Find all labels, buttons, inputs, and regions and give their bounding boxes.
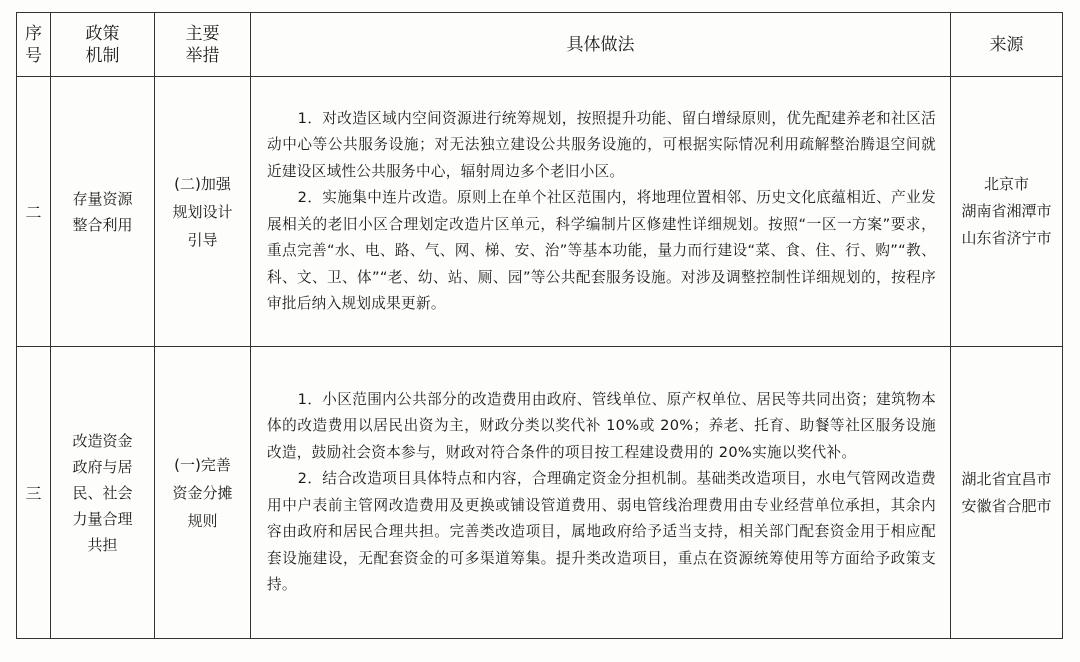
table-row bbox=[17, 77, 1063, 347]
row-seq: 三 bbox=[17, 347, 51, 639]
policy-table bbox=[16, 12, 1063, 639]
table-row bbox=[17, 347, 1063, 639]
row-detail bbox=[251, 347, 951, 639]
row-source: 湖北省宜昌市 安徽省合肥市 bbox=[951, 347, 1063, 639]
header-mechanism: 政策 机制 bbox=[51, 13, 155, 77]
header-detail: 具体做法 bbox=[251, 13, 951, 77]
row-seq: 二 bbox=[17, 77, 51, 347]
row-measure: (一)完善 资金分摊 规则 bbox=[155, 347, 251, 639]
detail-paragraph: 1．对改造区域内空间资源进行统筹规划，按照提升功能、留白增绿原则，优先配建养老和社区活动中心等公共服务设施；对无法独立建设公共服务设施的，可根据实际情况利用疏解整治腾退空间就近建设区域性公共服务中心，辐射周边多个老旧小区。 bbox=[267, 109, 936, 180]
detail-paragraph: 2．实施集中连片改造。原则上在单个社区范围内，将地理位置相邻、历史文化底蕴相近、产业发展相关的老旧小区合理划定改造片区单元，科学编制片区修建性详细规划。按照“一区一方案”要求，重点完善“水、电、路、气、网、梯、安、治”等基本功能，量力而行建设“菜、食、住、行、购”“教、科、文、卫、体”“老、幼、站、厕、园”等公共配套服务设施。对涉及调整控制性详细规划的，按程序审批后纳入规划成果更新。 bbox=[267, 189, 936, 312]
row-mechanism: 改造资金 政府与居 民、社会 力量合理 共担 bbox=[51, 347, 155, 639]
detail-paragraph: 1．小区范围内公共部分的改造费用由政府、管线单位、原产权单位、居民等共同出资；建筑物本体的改造费用以居民出资为主，财政分类以奖代补 10%或 20%；养老、托育、助餐等社区服务设施改造，鼓励社会资本参与，财政对符合条件的项目按工程建设费用的 20%实施以奖代补。 bbox=[267, 390, 936, 461]
header-source: 来源 bbox=[951, 13, 1063, 77]
row-source: 北京市 湖南省湘潭市 山东省济宁市 bbox=[951, 77, 1063, 347]
table-header-row bbox=[17, 13, 1063, 77]
header-measure: 主要 举措 bbox=[155, 13, 251, 77]
detail-paragraph: 2．结合改造项目具体特点和内容，合理确定资金分担机制。基础类改造项目，水电气管网改造费用中户表前主管网改造费用及更换或铺设管道费用、弱电管线治理费用由专业经营单位承担，其余内容由政府和居民合理共担。完善类改造项目，属地政府给予适当支持，相关部门配套资金用于相应配套设施建设，无配套资金的可多渠道筹集。提升类改造项目，重点在资源统筹使用等方面给予政策支持。 bbox=[267, 470, 936, 593]
header-seq: 序 号 bbox=[17, 13, 51, 77]
row-mechanism: 存量资源 整合利用 bbox=[51, 77, 155, 347]
row-detail bbox=[251, 77, 951, 347]
row-measure: (二)加强 规划设计 引导 bbox=[155, 77, 251, 347]
